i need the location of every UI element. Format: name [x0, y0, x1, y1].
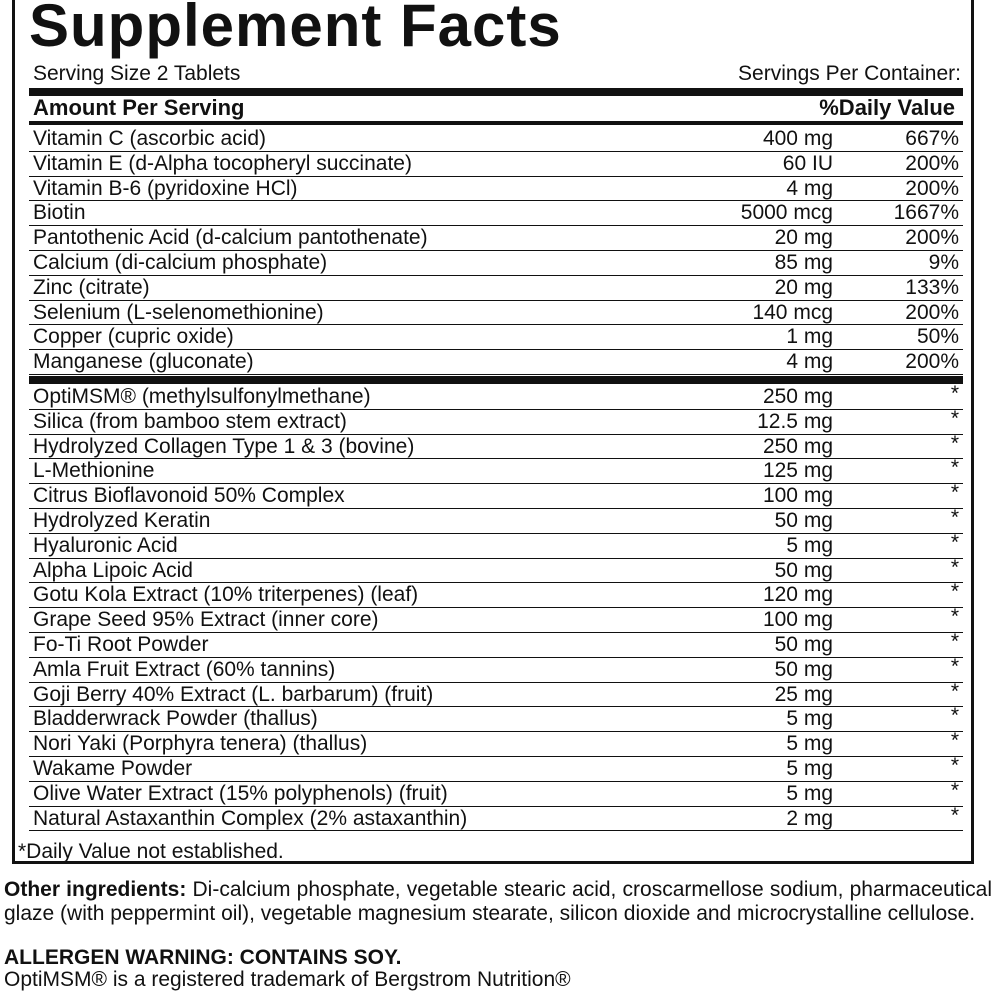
nutrient-row: [29, 654, 963, 683]
nutrient-amount: 1 mg: [786, 325, 833, 349]
nutrient-row: [29, 481, 963, 509]
nutrient-amount: 5000 mcg: [740, 201, 833, 225]
amount-per-serving-header: Amount Per Serving: [33, 95, 245, 120]
nutrient-name: Vitamin B-6 (pyridoxine HCl): [33, 176, 298, 200]
other-ingredients-label: Other ingredients:: [4, 878, 187, 901]
nutrient-name: Zinc (citrate): [33, 275, 150, 299]
nutrient-name: Biotin: [33, 201, 86, 225]
daily-value-percent: *: [950, 629, 959, 653]
column-header: [33, 95, 961, 123]
nutrient-name: Citrus Bioflavonoid 50% Complex: [33, 484, 345, 508]
nutrient-name: Olive Water Extract (15% polyphenols) (fruit): [33, 781, 448, 805]
nutrient-name: Hydrolyzed Collagen Type 1 & 3 (bovine): [33, 434, 415, 458]
nutrient-amount: 4 mg: [786, 176, 833, 200]
daily-value-percent: 1667%: [893, 201, 959, 225]
daily-value-percent: 200%: [905, 176, 959, 200]
daily-value-percent: *: [950, 753, 959, 777]
nutrient-amount: 400 mg: [762, 127, 833, 150]
nutrient-amount: 5 mg: [786, 732, 833, 756]
nutrient-row: [29, 350, 963, 375]
nutrient-name: Grape Seed 95% Extract (inner core): [33, 608, 379, 632]
nutrient-row: [29, 605, 963, 633]
nutrient-row: [29, 580, 963, 608]
nutrient-amount: 5 mg: [786, 781, 833, 805]
nutrient-name: Calcium (di-calcium phosphate): [33, 250, 328, 274]
daily-value-percent: *: [950, 456, 959, 480]
nutrient-name: Manganese (gluconate): [33, 350, 254, 374]
nutrient-name: Pantothenic Acid (d-calcium pantothenate): [33, 226, 428, 250]
daily-value-percent: *: [950, 778, 959, 802]
nutrient-amount: 120 mg: [762, 583, 833, 607]
nutrient-row: [29, 431, 963, 460]
nutrient-row: [29, 251, 963, 276]
nutrient-amount: 20 mg: [774, 226, 833, 250]
daily-value-percent: 9%: [928, 250, 959, 274]
nutrient-name: Vitamin E (d-Alpha tocopheryl succinate): [33, 151, 412, 175]
nutrient-name: Copper (cupric oxide): [33, 325, 234, 349]
nutrient-amount: 50 mg: [774, 508, 833, 532]
nutrient-row: [29, 803, 963, 832]
nutrient-amount: 140 mcg: [752, 300, 833, 324]
section-divider: [29, 376, 963, 384]
daily-value-percent: *: [950, 481, 959, 505]
daily-value-percent: *: [950, 704, 959, 728]
other-ingredients: [4, 878, 992, 926]
nutrient-amount: 250 mg: [762, 434, 833, 458]
daily-value-percent: *: [950, 530, 959, 554]
nutrient-row: [29, 704, 963, 732]
nutrient-row: [29, 629, 963, 658]
nutrient-amount: 50 mg: [774, 558, 833, 582]
allergen-warning: ALLERGEN WARNING: CONTAINS SOY.: [4, 946, 402, 969]
nutrient-row: [29, 679, 963, 708]
nutrient-row: [29, 505, 963, 534]
nutrient-name: Silica (from bamboo stem extract): [33, 409, 347, 433]
nutrient-row: [29, 127, 963, 152]
nutrient-name: Vitamin C (ascorbic acid): [33, 127, 267, 150]
daily-value-percent: *: [950, 505, 959, 529]
vitamin-rows: [29, 127, 963, 375]
nutrient-row: [29, 152, 963, 177]
nutrient-amount: 5 mg: [786, 756, 833, 780]
nutrient-amount: 20 mg: [774, 275, 833, 299]
nutrient-name: Fo-Ti Root Powder: [33, 632, 209, 656]
nutrient-row: [29, 456, 963, 484]
nutrient-amount: 85 mg: [774, 250, 833, 274]
nutrient-amount: 100 mg: [762, 484, 833, 508]
nutrient-name: Gotu Kola Extract (10% triterpenes) (leaf): [33, 583, 419, 607]
nutrient-name: Hydrolyzed Keratin: [33, 508, 211, 532]
nutrient-name: Nori Yaki (Porphyra tenera) (thallus): [33, 732, 368, 756]
nutrient-amount: 100 mg: [762, 608, 833, 632]
nutrient-name: OptiMSM® (methylsulfonylmethane): [33, 385, 371, 408]
nutrient-name: Alpha Lipoic Acid: [33, 558, 193, 582]
nutrient-name: Bladderwrack Powder (thallus): [33, 707, 318, 731]
nutrient-amount: 5 mg: [786, 707, 833, 731]
nutrient-amount: 4 mg: [786, 350, 833, 374]
nutrient-row: [29, 406, 963, 435]
nutrient-amount: 5 mg: [786, 533, 833, 557]
daily-value-percent: *: [950, 555, 959, 579]
other-ingredients-text: Di-calcium phosphate, vegetable stearic acid, croscarmellose sodium, pharmaceutical glaze (with peppermint oil), vegetable magnesium stearate, silicon dioxide and microcrystalline cellulose.: [4, 878, 992, 925]
daily-value-percent: *: [950, 803, 959, 827]
nutrient-amount: 25 mg: [774, 682, 833, 706]
daily-value-percent: *: [950, 406, 959, 430]
nutrient-amount: 2 mg: [786, 806, 833, 830]
trademark-notice: OptiMSM® is a registered trademark of Bergstrom Nutrition®: [4, 968, 571, 991]
daily-value-percent: 200%: [905, 350, 959, 374]
nutrient-row: [29, 382, 963, 410]
daily-value-footnote: *Daily Value not established.: [18, 840, 284, 863]
nutrient-row: [29, 530, 963, 559]
nutrient-row: [29, 778, 963, 807]
nutrient-amount: 125 mg: [762, 459, 833, 483]
nutrient-row: [29, 276, 963, 301]
nutrient-row: [29, 226, 963, 251]
daily-value-percent: *: [950, 431, 959, 455]
nutrient-name: Goji Berry 40% Extract (L. barbarum) (fruit): [33, 682, 434, 706]
nutrient-amount: 12.5 mg: [757, 409, 833, 433]
nutrient-name: Selenium (L-selenomethionine): [33, 300, 324, 324]
daily-value-percent: *: [950, 580, 959, 604]
nutrient-amount: 250 mg: [762, 385, 833, 408]
nutrient-row: [29, 325, 963, 350]
nutrient-row: [29, 177, 963, 202]
daily-value-header: %Daily Value: [819, 95, 955, 120]
daily-value-percent: 200%: [905, 226, 959, 250]
servings-per-container: Servings Per Container:: [738, 62, 961, 85]
daily-value-percent: *: [950, 729, 959, 753]
daily-value-percent: 133%: [905, 275, 959, 299]
nutrient-row: [29, 729, 963, 757]
daily-value-percent: 200%: [905, 151, 959, 175]
other-nutrient-rows: [29, 382, 963, 831]
supplement-facts-panel: [12, 0, 974, 864]
nutrient-row: [29, 555, 963, 584]
daily-value-percent: *: [950, 605, 959, 629]
daily-value-percent: 200%: [905, 300, 959, 324]
nutrient-amount: 60 IU: [782, 151, 833, 175]
nutrient-amount: 50 mg: [774, 632, 833, 656]
nutrient-name: Hyaluronic Acid: [33, 533, 178, 557]
daily-value-percent: *: [950, 679, 959, 703]
header-divider: [29, 121, 963, 125]
nutrient-name: Amla Fruit Extract (60% tannins): [33, 657, 336, 681]
daily-value-percent: *: [950, 654, 959, 678]
daily-value-percent: *: [950, 382, 959, 405]
nutrient-row: [29, 753, 963, 782]
daily-value-percent: 50%: [916, 325, 959, 349]
panel-title: Supplement Facts: [29, 0, 562, 59]
nutrient-row: [29, 201, 963, 226]
nutrient-name: L-Methionine: [33, 459, 155, 483]
serving-size: Serving Size 2 Tablets: [33, 62, 241, 85]
daily-value-percent: 667%: [905, 127, 959, 150]
nutrient-row: [29, 301, 963, 326]
nutrient-name: Wakame Powder: [33, 756, 193, 780]
nutrient-amount: 50 mg: [774, 657, 833, 681]
nutrient-name: Natural Astaxanthin Complex (2% astaxanthin): [33, 806, 468, 830]
